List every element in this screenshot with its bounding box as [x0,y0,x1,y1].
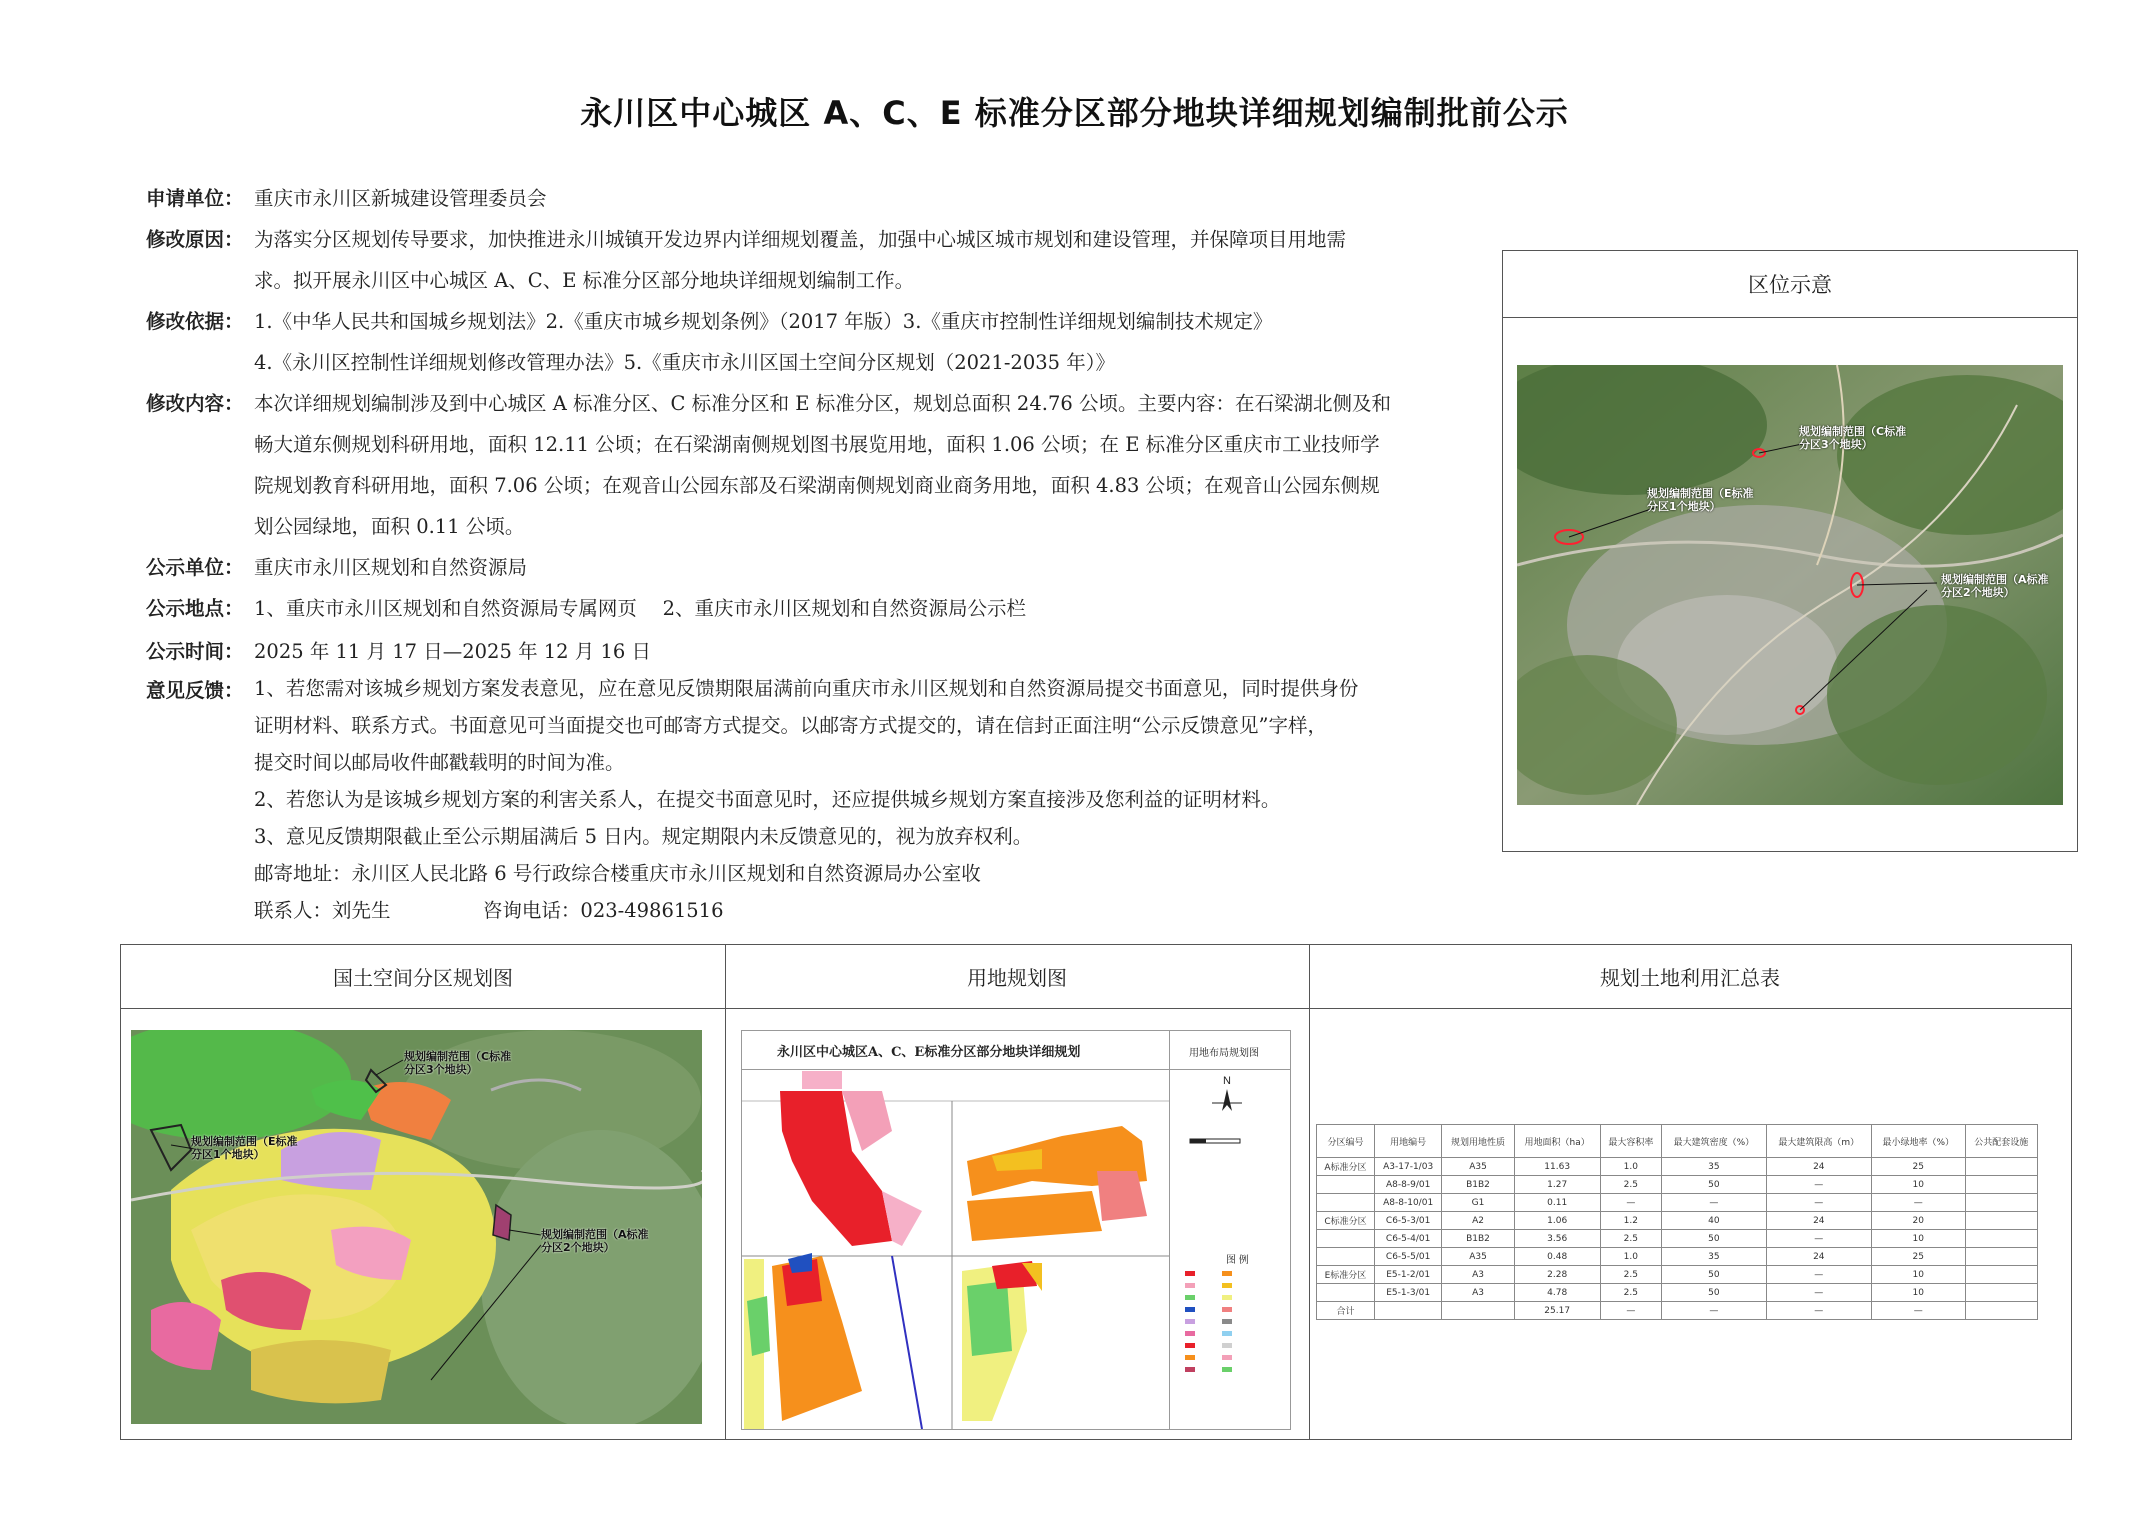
bottom-table-header [121,945,2071,1009]
contact-phone: 咨询电话：023-49861516 [482,899,724,922]
divider [725,945,726,1439]
table-cell: E5-1-2/01 [1374,1266,1441,1284]
zoning-callout-a: 规划编制范围（A标准分区2个地块） [541,1228,649,1254]
table-cell: — [1766,1302,1871,1320]
content-value [254,383,1482,547]
publisher-value: 重庆市永川区规划和自然资源局 [254,556,528,579]
table-cell: A3 [1442,1284,1514,1302]
table-cell [1965,1284,2037,1302]
basis-label: 修改依据： [146,310,244,333]
table-row [1317,1248,2038,1266]
summary-body [1317,1158,2038,1320]
table-cell: 35 [1661,1158,1766,1176]
feedback-line: 3、意见反馈期限截止至公示期届满后 5 日内。规定期限内未反馈意见的，视为放弃权利。 [254,825,1033,848]
table-cell: C6-5-4/01 [1374,1230,1441,1248]
zoning-callout-e: 规划编制范围（E标准分区1个地块） [191,1135,298,1161]
table-cell [1965,1302,2037,1320]
header-cell: 公共配套设施 [1965,1125,2037,1158]
table-cell: — [1871,1194,1965,1212]
header-cell: 最小绿地率（%） [1871,1125,1965,1158]
table-cell: 2.5 [1600,1284,1661,1302]
table-row [1317,1194,2038,1212]
table-cell [1965,1176,2037,1194]
table-cell: 20 [1871,1212,1965,1230]
feedback-line: 1、若您需对该城乡规划方案发表意见，应在意见反馈期限届满前向重庆市永川区规划和自然资源局提交书面意见，同时提供身份 [254,677,1359,700]
table-row [1317,1176,2038,1194]
table-cell: 0.11 [1514,1194,1600,1212]
table-cell: 24 [1766,1212,1871,1230]
table-cell [1442,1302,1514,1320]
table-cell: C6-5-3/01 [1374,1212,1441,1230]
reason-row [146,219,1482,301]
callout-a: 规划编制范围（A标准分区2个地块） [1941,573,2049,599]
table-cell: 4.78 [1514,1284,1600,1302]
table-cell: 10 [1871,1176,1965,1194]
table-cell [1965,1194,2037,1212]
table-cell: A35 [1442,1248,1514,1266]
table-cell: C标准分区 [1317,1212,1375,1230]
reason-line: 为落实分区规划传导要求，加快推进永川城镇开发边界内详细规划覆盖，加强中心城区城市规划和建设管理，并保障项目用地需 [254,228,1347,251]
reason-label: 修改原因： [146,228,244,251]
location-satellite-map [1517,365,2063,805]
table-cell: 3.56 [1514,1230,1600,1248]
location-value: 1、重庆市永川区规划和自然资源局专属网页 2、重庆市永川区规划和自然资源局公示栏 [254,597,1027,620]
location-label: 公示地点： [146,597,244,620]
period-row [146,631,1482,672]
table-cell: 2.5 [1600,1230,1661,1248]
table-cell: 1.27 [1514,1176,1600,1194]
header-cell: 规划用地性质 [1442,1125,1514,1158]
table-cell [1965,1212,2037,1230]
table-row [1317,1266,2038,1284]
table-cell [1965,1248,2037,1266]
table-cell: — [1766,1266,1871,1284]
table-cell: 1.0 [1600,1158,1661,1176]
table-cell: A8-8-10/01 [1374,1194,1441,1212]
table-cell: 11.63 [1514,1158,1600,1176]
content-line: 划公园绿地，面积 0.11 公顷。 [254,515,525,538]
table-row [1317,1302,2038,1320]
header-cell: 用地面积（ha） [1514,1125,1600,1158]
feedback-value [254,670,1482,929]
table-cell: — [1766,1176,1871,1194]
table-cell: 2.5 [1600,1266,1661,1284]
basis-value [254,301,1482,383]
applicant-label: 申请单位： [146,187,244,210]
content-line: 本次详细规划编制涉及到中心城区 A 标准分区、C 标准分区和 E 标准分区，规划总面积 24.76 公顷。主要内容：在石梁湖北侧及和 [254,392,1391,415]
header-cell: 最大建筑密度（%） [1661,1125,1766,1158]
feedback-label: 意见反馈： [146,679,244,702]
content-line: 院规划教育科研用地，面积 7.06 公顷；在观音山公园东部及石梁湖南侧规划商业商务用地，面积 4.83 公顷；在观音山公园东侧规 [254,474,1380,497]
legend-swatches [1185,1271,1232,1372]
location-panel-title: 区位示意 [1503,251,2077,318]
table-cell: 10 [1871,1284,1965,1302]
table-cell: E5-1-3/01 [1374,1284,1441,1302]
location-panel [1502,250,2078,852]
table-row [1317,1158,2038,1176]
table-row [1317,1230,2038,1248]
table-row [1317,1212,2038,1230]
table-cell: 50 [1661,1230,1766,1248]
zoning-map [131,1030,702,1424]
landuse-subtitle: 用地布局规划图 [1189,1048,1259,1059]
table-cell: 35 [1661,1248,1766,1266]
table-cell [1965,1158,2037,1176]
table-cell: — [1600,1194,1661,1212]
table-cell: C6-5-5/01 [1374,1248,1441,1266]
divider [1309,945,1310,1439]
bottom-table [120,944,2072,1440]
legend-title: 图 例 [1226,1255,1249,1266]
table-row [1317,1284,2038,1302]
table-cell [1317,1230,1375,1248]
zoning-map-image [131,1030,702,1424]
table-cell: 24 [1766,1248,1871,1266]
basis-line: 4.《永川区控制性详细规划修改管理办法》5.《重庆市永川区国土空间分区规划（2021-2035 年）》 [254,351,1115,374]
feedback-line: 邮寄地址：永川区人民北路 6 号行政综合楼重庆市永川区规划和自然资源局办公室收 [254,862,981,885]
table-cell: 10 [1871,1266,1965,1284]
zoning-callout-c: 规划编制范围（C标准分区3个地块） [404,1050,512,1076]
callout-c: 规划编制范围（C标准分区3个地块） [1799,425,1907,451]
header-cell: 最大建筑限高（m） [1766,1125,1871,1158]
content-label: 修改内容： [146,392,244,415]
header-cell: 用地编号 [1374,1125,1441,1158]
table-cell: B1B2 [1442,1230,1514,1248]
table-cell: B1B2 [1442,1176,1514,1194]
summary-header-row [1317,1125,2038,1158]
table-cell: 2.28 [1514,1266,1600,1284]
table-cell: — [1766,1230,1871,1248]
table-cell: 50 [1661,1176,1766,1194]
table-cell: A8-8-9/01 [1374,1176,1441,1194]
content-row [146,383,1482,547]
col-title-zoning: 国土空间分区规划图 [333,966,513,990]
table-cell: G1 [1442,1194,1514,1212]
table-cell: 25 [1871,1158,1965,1176]
reason-value [254,219,1482,301]
landuse-plan [741,1030,1291,1430]
basis-row [146,301,1482,383]
header-cell: 最大容积率 [1600,1125,1661,1158]
col-title-summary: 规划土地利用汇总表 [1600,966,1780,990]
col-title-landuse: 用地规划图 [967,966,1067,990]
table-cell: 50 [1661,1266,1766,1284]
reason-line: 求。拟开展永川区中心城区 A、C、E 标准分区部分地块详细规划编制工作。 [254,269,915,292]
feedback-line: 证明材料、联系方式。书面意见可当面提交也可邮寄方式提交。以邮寄方式提交的，请在信封正面注明“公示反馈意见”字样， [254,714,1327,737]
table-cell: 24 [1766,1158,1871,1176]
summary-table [1316,1124,2038,1320]
table-cell: — [1766,1194,1871,1212]
page-title: 永川区中心城区 A、C、E 标准分区部分地块详细规划编制批前公示 [580,94,1569,132]
table-cell: 合计 [1317,1302,1375,1320]
table-cell [1317,1176,1375,1194]
feedback-line: 2、若您认为是该城乡规划方案的利害关系人，在提交书面意见时，还应提供城乡规划方案直接涉及您利益的证明材料。 [254,788,1281,811]
table-cell: — [1871,1302,1965,1320]
table-cell: E标准分区 [1317,1266,1375,1284]
table-cell [1965,1230,2037,1248]
table-cell: 10 [1871,1230,1965,1248]
table-cell [1317,1194,1375,1212]
header-cell: 分区编号 [1317,1125,1375,1158]
table-cell [1317,1284,1375,1302]
table-cell: — [1600,1302,1661,1320]
table-cell: — [1661,1302,1766,1320]
table-cell: A3-17-1/03 [1374,1158,1441,1176]
table-cell: A2 [1442,1212,1514,1230]
publisher-label: 公示单位： [146,556,244,579]
basis-line: 1.《中华人民共和国城乡规划法》2.《重庆市城乡规划条例》（2017 年版）3.《重庆市控制性详细规划编制技术规定》 [254,310,1273,333]
table-cell [1374,1302,1441,1320]
table-cell: 40 [1661,1212,1766,1230]
table-cell: — [1766,1284,1871,1302]
applicant-row [146,178,1482,219]
applicant-value: 重庆市永川区新城建设管理委员会 [254,187,547,210]
table-cell: 1.2 [1600,1212,1661,1230]
table-cell: 1.06 [1514,1212,1600,1230]
table-cell: 0.48 [1514,1248,1600,1266]
contact-person: 联系人：刘先生 [254,899,391,922]
location-row [146,588,1482,629]
table-cell: — [1661,1194,1766,1212]
feedback-line: 提交时间以邮局收件邮戳载明的时间为准。 [254,751,625,774]
feedback-row [146,670,1482,922]
period-label: 公示时间： [146,640,244,663]
contact-line [254,892,1482,929]
table-cell: 25.17 [1514,1302,1600,1320]
table-cell: 50 [1661,1284,1766,1302]
publisher-row [146,547,1482,588]
table-cell: 2.5 [1600,1176,1661,1194]
landuse-title: 永川区中心城区A、C、E标准分区部分地块详细规划 [777,1045,1081,1060]
table-cell: A标准分区 [1317,1158,1375,1176]
landuse-drawing [742,1031,1290,1429]
callout-e: 规划编制范围（E标准分区1个地块） [1647,487,1754,513]
content-line: 畅大道东侧规划科研用地，面积 12.11 公顷；在石梁湖南侧规划图书展览用地，面积 1.06 公顷；在 E 标准分区重庆市工业技师学 [254,433,1380,456]
period-value: 2025 年 11 月 17 日—2025 年 12 月 16 日 [254,640,651,663]
table-cell: A3 [1442,1266,1514,1284]
table-cell: A35 [1442,1158,1514,1176]
table-cell: 1.0 [1600,1248,1661,1266]
table-cell [1965,1266,2037,1284]
north-arrow: N [1223,1075,1231,1087]
table-cell [1317,1248,1375,1266]
table-cell: 25 [1871,1248,1965,1266]
